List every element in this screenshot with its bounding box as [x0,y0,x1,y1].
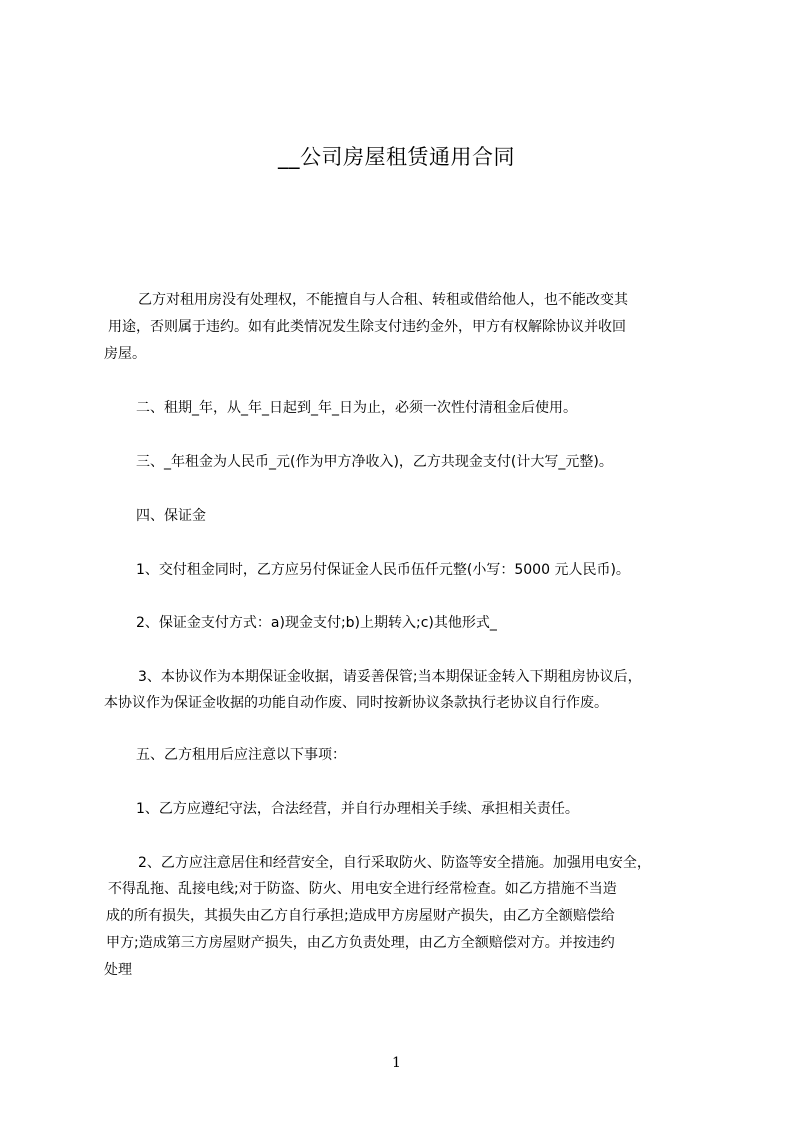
paragraph-line: 乙方对租用房没有处理权，不能擅自与人合租、转租或借给他人，也不能改变其 [138,292,628,308]
paragraph-line: 3、本协议作为本期保证金收据，请妥善保管;当本期保证金转入下期租房协议后， [138,669,642,685]
paragraph-line: 本协议作为保证金收据的功能自动作废、同时按新协议条款执行老协议自行作废。 [104,695,608,711]
paragraph-line: 甲方;造成第三方房屋财产损失，由乙方负责处理，由乙方全额赔偿对方。并按违约 [106,935,615,951]
paragraph-line: 用途，否则属于违约。如有此类情况发生除支付违约金外，甲方有权解除协议并收回 [108,319,626,335]
section-heading-deposit: 四、保证金 [136,508,206,524]
clause-lease-term: 二、租期_年，从_年_日起到_年_日为止，必须一次性付清租金后使用。 [136,400,577,416]
clause-deposit-payment: 2、保证金支付方式：a)现金支付;b)上期转入;c)其他形式_ [136,615,497,631]
paragraph-line: 不得乱拖、乱接电线;对于防盗、防火、用电安全进行经常检查。如乙方措施不当造 [108,881,617,897]
clause-deposit-amount: 1、交付租金同时，乙方应另付保证金人民币伍仟元整(小写：5000 元人民币)。 [136,562,630,578]
document-title: __公司房屋租赁通用合同 [278,145,515,169]
paragraph-line: 处理 [104,962,132,978]
clause-compliance: 1、乙方应遵纪守法，合法经营，并自行办理相关手续、承担相关责任。 [136,801,579,817]
clause-rent: 三、_年租金为人民币_元(作为甲方净收入)，乙方共现金支付(计大写_元整)。 [136,454,613,470]
page-number: 1 [392,1055,401,1071]
paragraph-line: 2、乙方应注意居住和经营安全，自行采取防火、防盗等安全措施。加强用电安全， [138,855,651,871]
paragraph-line: 成的所有损失，其损失由乙方自行承担;造成甲方房屋财产损失，由乙方全额赔偿给 [106,908,615,924]
section-heading-notes: 五、乙方租用后应注意以下事项： [136,747,346,763]
paragraph-line: 房屋。 [104,346,146,362]
